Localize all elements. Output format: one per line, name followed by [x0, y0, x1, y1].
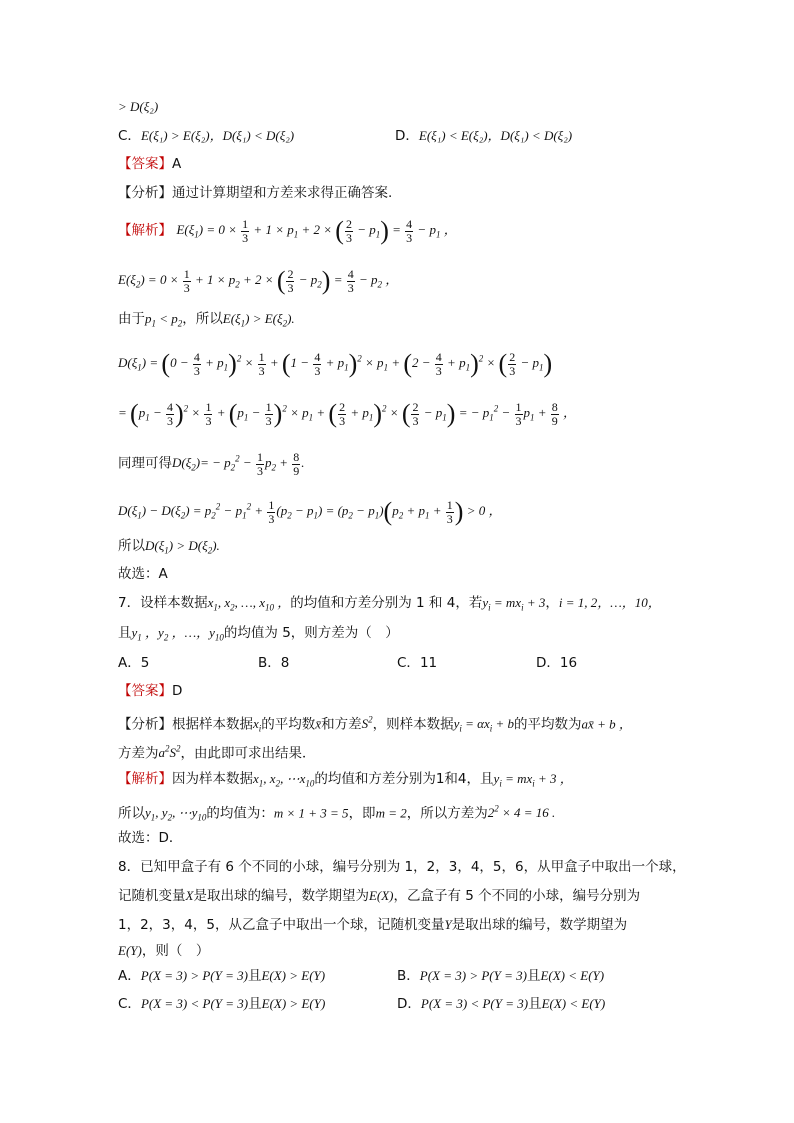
- q8-option-c: C．P(X = 3) < P(Y = 3)且E(X) > E(Y): [118, 996, 326, 1012]
- q6-option-d: D．E(ξ₁) < E(ξ₂)，D(ξ₁) < D(ξ₂): [395, 128, 573, 144]
- q7-option-a: A．5: [118, 655, 150, 671]
- q7-stem-line2: 且$y_1$ ，$y_2$ ，…，$y_{10}$的均值为 5，则方差为（ ）: [118, 625, 399, 643]
- q6-choose: 故选：A: [118, 566, 168, 582]
- q6-solution-e1: 【解析】 $E(\xi_1) = 0$ × $\frac{1}{3}$ + $1 \times p_1 + 2$ × ( $\frac{2}{3}$ − $p_1$) = $\frac{4}{3}$ − $p_1$ ，: [118, 216, 457, 246]
- q7-analysis-line2: 方差为$a^2S^2$，由此即可求出结果．: [118, 744, 316, 762]
- q8-stem-line3: 1，2，3，4，5，从乙盒子中取出一个球，记随机变量Y是取出球的编号，数学期望为: [118, 917, 628, 933]
- q8-stem-line1: 8．已知甲盒子有 6 个不同的小球，编号分别为 1，2，3，4，5，6，从甲盒子中取出一个球，: [118, 859, 686, 875]
- q7-option-d: D．16: [536, 655, 578, 671]
- q8-option-d: D．P(X = 3) < P(Y = 3)且E(X) < E(Y): [397, 996, 606, 1012]
- q7-option-c: C．11: [397, 655, 438, 671]
- q7-analysis-line1: 【分析】根据样本数据$x_i$的平均数x̄和方差$S^2$，则样本数据$y_i = \alpha x_i + b$的平均数为ax̄ + b ，: [118, 715, 632, 734]
- q8-stem-line4: E(Y)，则（ ）: [118, 943, 210, 959]
- q6-difference: $D(\xi_1) - D(\xi_2) = p_2^2 - p_1^2$ + $\frac{1}{3}$ $(p_2 - p_1) = (p_2 - p_1)(p_2 + p_1$ + $\frac{1}{3}$ ) > 0 ，: [118, 497, 502, 527]
- q7-answer: 【答案】D: [118, 683, 183, 699]
- q7-stem-line1: 7．设样本数据$x_1$, $x_2$, …, $x_{10}$ ，的均值和方差分别为 1 和 4，若$y_i = mx_i + 3$，i = 1, 2，…，10，: [118, 595, 661, 613]
- q6-analysis: 【分析】通过计算期望和方差来求得正确答案.: [118, 185, 393, 201]
- q6-solution-e2: $E(\xi_2) = 0$ × $\frac{1}{3}$ + $1 \times p_2 + 2$ × ( $\frac{2}{3}$ − $p_2$) = $\frac{4}{3}$ − $p_2$ ，: [118, 266, 399, 296]
- q6-variance-line1: $D(\xi_1) = (0$ − $\frac{4}{3}$ + $p_1)^2$ × $\frac{1}{3}$ + (1 − $\frac{4}{3}$ + $p_1)^2 \times p_1 + (2$ − $\frac{4}{3}$ + $p_1)^2$ × ( $\frac{2}{3}$ − $p_1$): [118, 349, 553, 379]
- q6-because: 由于$p_1 < p_2$，所以$E(\xi_1) > E(\xi_2)$.: [118, 311, 295, 329]
- q6-answer: 【答案】A: [118, 156, 182, 172]
- top-fragment: > D(ξ₂): [118, 99, 159, 114]
- q7-solution-line2: 所以$y_1$, $y_2$, $\cdots y_{10}$的均值为：m × 1 + 3 = 5，即m = 2，所以方差为$2^2 \times 4 = 16$ .: [118, 804, 556, 823]
- q6-option-c: C．E(ξ₁) > E(ξ₂)，D(ξ₁) < D(ξ₂): [118, 128, 295, 144]
- q6-therefore: 所以$D(\xi_1) > D(\xi_2)$.: [118, 538, 220, 556]
- q7-option-b: B．8: [258, 655, 290, 671]
- q6-variance-line2: = ($p_1$ − $\frac{4}{3}$ )$^2$ × $\frac{1}{3}$ + ($p_1$ − $\frac{1}{3}$ )$^2 \times p_1$ + ( $\frac{2}{3}$ + $p_1)^2$ × ( $\frac{2}{3}$ − $p_1$) = − $p_1^2$ − $\frac{1}{3}$ $p_1$ + $\frac{8}{9}$ ，: [118, 399, 577, 429]
- q8-option-b: B．P(X = 3) > P(Y = 3)且E(X) < E(Y): [397, 968, 605, 984]
- q8-option-a: A．P(X = 3) > P(Y = 3)且E(X) > E(Y): [118, 968, 326, 984]
- q8-stem-line2: 记随机变量X是取出球的编号，数学期望为E(X)，乙盒子有 5 个不同的小球，编号分别为: [118, 888, 641, 904]
- q7-solution-line1: 【解析】因为样本数据$x_1$, $x_2$, $\cdots x_{10}$的均值和方差分别为1和4，且$y_i = mx_i + 3$ ，: [118, 771, 573, 789]
- q7-choose: 故选：D．: [118, 830, 183, 846]
- q6-same: 同理可得$D(\xi_2)= - p_2^2$ − $\frac{1}{3}$ $p_2$ + $\frac{8}{9}$ .: [118, 449, 305, 478]
